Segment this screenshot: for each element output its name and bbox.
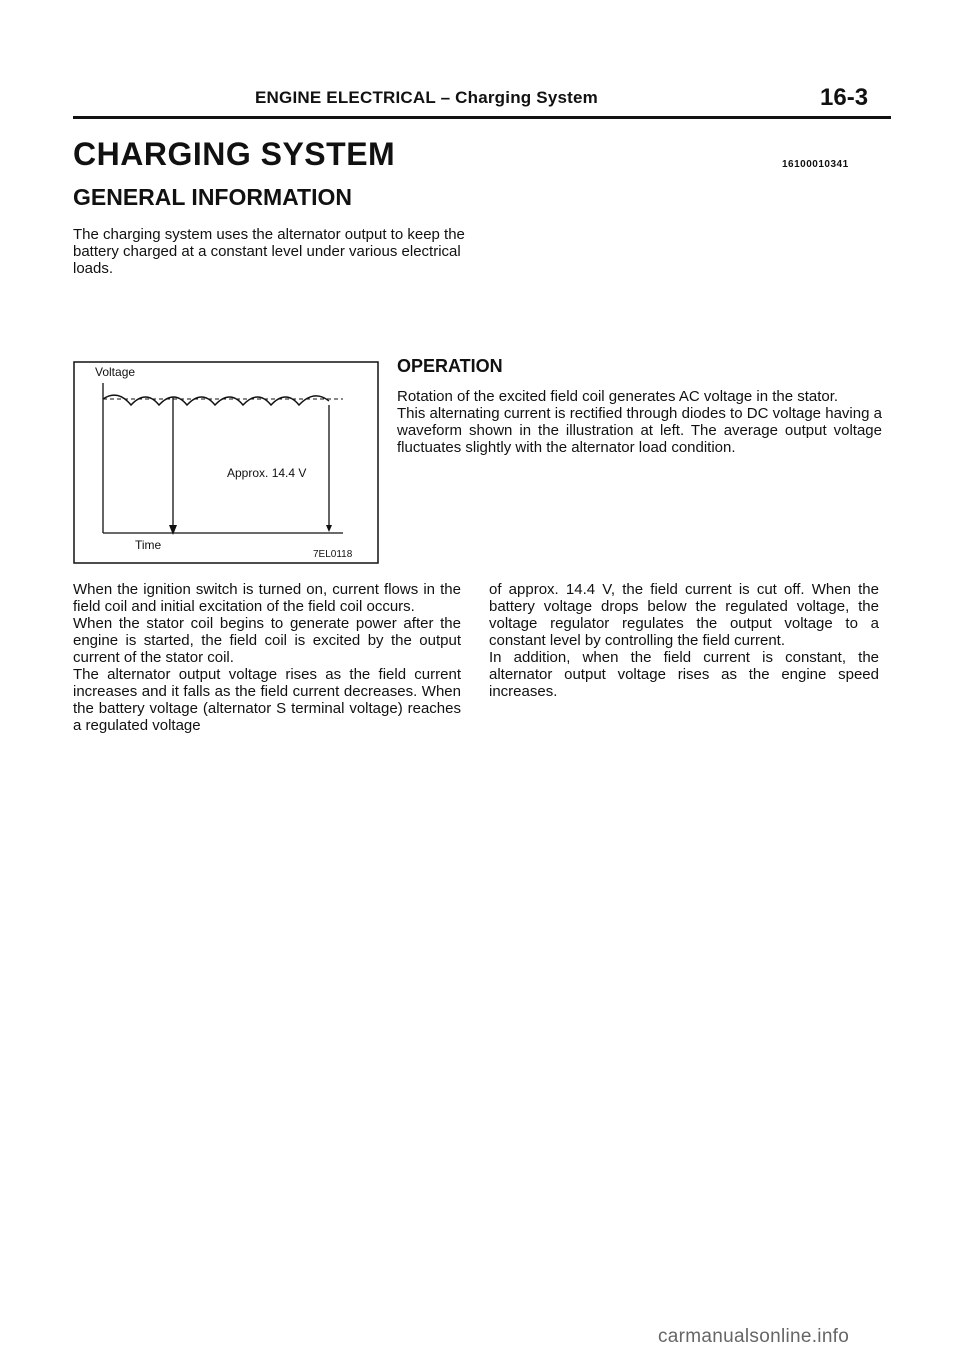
operation-paragraph-1: Rotation of the excited field coil generates AC voltage in the stator. bbox=[397, 388, 839, 405]
body-column-right bbox=[489, 581, 879, 700]
body-left-paragraph-2: When the stator coil begins to generate power after the engine is started, the field coil is excited by the output current of the stator coil. bbox=[73, 615, 461, 666]
operation-heading: OPERATION bbox=[397, 356, 503, 376]
waveform-diagram bbox=[73, 361, 379, 564]
figure-code: 7EL0118 bbox=[313, 549, 353, 560]
page-title: CHARGING SYSTEM bbox=[73, 136, 396, 172]
body-left-paragraph-1: When the ignition switch is turned on, current flows in the field coil and initial excitation of the field coil occurs. bbox=[73, 581, 461, 615]
value-label: Approx. 14.4 V bbox=[227, 466, 307, 480]
general-information-text bbox=[73, 226, 465, 277]
header-rule bbox=[73, 116, 891, 119]
voltage-waveform-figure bbox=[73, 361, 379, 564]
y-axis-label: Voltage bbox=[95, 365, 136, 379]
voltage-ripple-waveform bbox=[103, 395, 329, 405]
operation-text bbox=[397, 388, 882, 456]
watermark: carmanualsonline.info bbox=[658, 1326, 850, 1347]
arrowhead-right bbox=[326, 525, 332, 532]
x-axis-label: Time bbox=[135, 538, 162, 552]
page-number: 16-3 bbox=[820, 84, 869, 111]
general-information-heading: GENERAL INFORMATION bbox=[73, 184, 352, 210]
body-right-paragraph-2: In addition, when the field current is constant, the alternator output voltage rises as the engine speed increases. bbox=[489, 649, 879, 700]
intro-paragraph: The charging system uses the alternator output to keep the battery charged at a constant level under various electrical loads. bbox=[73, 226, 465, 277]
body-right-paragraph-1: of approx. 14.4 V, the field current is cut off. When the battery voltage drops below the regulated voltage, the voltage regulator regulates the output voltage to a constant level by controlling the field current. bbox=[489, 581, 879, 649]
document-code: 16100010341 bbox=[782, 159, 849, 170]
body-left-paragraph-3: The alternator output voltage rises as the field current increases and it falls as the field current decreases. When the battery voltage (alternator S terminal voltage) reaches a regulated voltage bbox=[73, 666, 461, 734]
body-column-left bbox=[73, 581, 461, 734]
section-header: ENGINE ELECTRICAL – Charging System bbox=[255, 88, 598, 107]
operation-paragraph-2: This alternating current is rectified through diodes to DC voltage having a waveform shown in the illustration at left. The average output voltage fluctuates slightly with the alternator load condition. bbox=[397, 405, 882, 456]
